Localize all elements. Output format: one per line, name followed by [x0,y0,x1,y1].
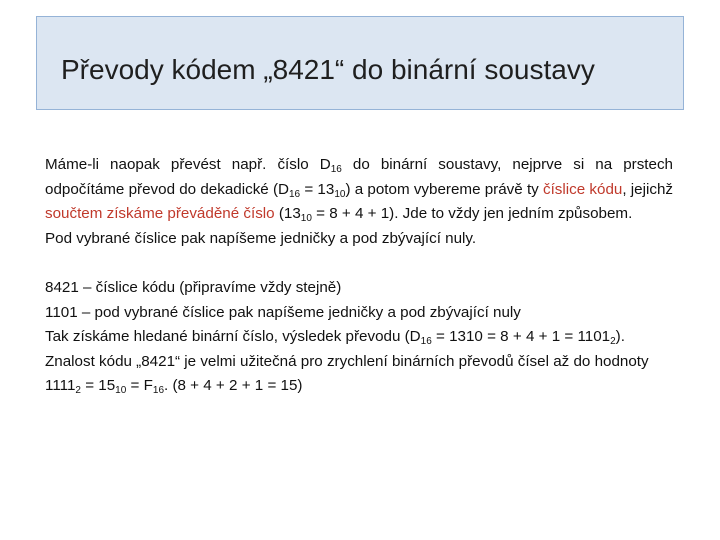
text-run: = 1310 = 8 + 4 + 1 = 1101 [431,328,611,346]
subscript: 10 [334,188,346,200]
text-run: ). [615,328,625,346]
paragraph-binary-marks: 1101 – pod vybrané číslice pak napíšeme jedničky a pod zbývající nuly [45,303,521,321]
text-run: do binární soustavy, nejprve si na prstech odpočítáme převod do dekadické (D [45,156,674,198]
text-run: Máme-li naopak převést např. číslo D [45,156,331,173]
subscript: 16 [289,188,301,200]
subscript: 10 [115,385,127,397]
slide-body [45,153,673,399]
paragraph-result [45,325,673,350]
text-run: , jejichž [622,180,673,198]
subscript: 10 [300,213,312,225]
text-run: Tak získáme hledané binární číslo, výsledek převodu (D [45,328,421,346]
paragraph-write-ones: Pod vybrané číslice pak napíšeme jedničky a pod zbývající nuly. [45,229,477,247]
text-run: = 8 + 4 + 1). Jde to vždy jen jedním způsobem. [311,205,633,223]
paragraph-code-digits: 8421 – číslice kódu (připravíme vždy stejně) [45,278,342,296]
text-run: Znalost kódu „8421“ je velmi užitečná pro zrychlení binárních převodů čísel až do hodnoty 1111 [45,352,649,395]
subscript: 2 [75,385,81,397]
paragraph-knowledge [45,350,673,399]
subscript: 16 [152,385,165,397]
subscript: 16 [330,164,342,175]
spacer [45,251,673,276]
subscript: 2 [610,336,616,348]
subscript: 16 [420,336,432,348]
highlight-code-digits: číslice kódu [542,180,623,198]
text-run: . (8 + 4 + 2 + 1 = 15) [164,377,303,395]
paragraph-intro [45,153,673,227]
highlight-sum: součtem získáme převáděné číslo [45,205,275,223]
text-run: = 15 [80,377,116,395]
title-box [36,16,684,110]
text-run: (13 [274,205,301,223]
slide-title: Převody kódem „8421“ do binární soustavy [61,54,595,85]
text-run: = F [126,377,153,395]
text-run: = 13 [300,180,335,198]
text-run: ) a potom vybereme právě ty [345,180,543,198]
